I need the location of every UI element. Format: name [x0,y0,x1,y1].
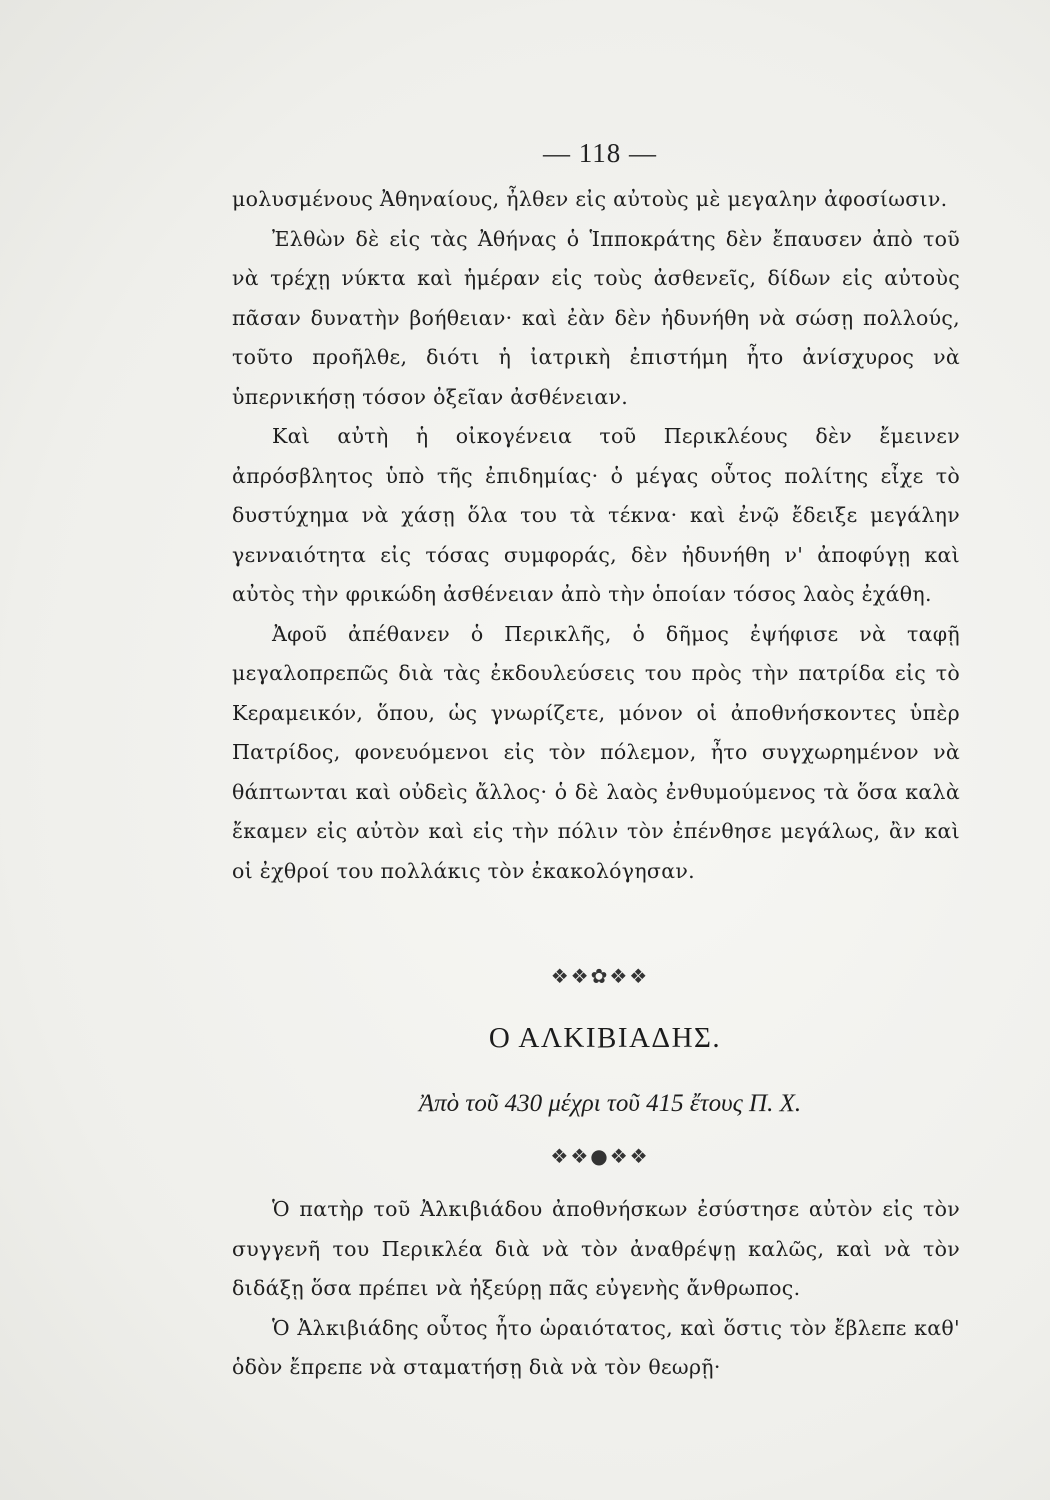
page-number: — 118 — [543,138,657,168]
paragraph-hippocrates: Ἐλθὼν δὲ εἰς τὰς Ἀθήνας ὁ Ἱπποκράτης δὲν ἔπαυσεν ἀπὸ τοῦ νὰ τρέχῃ νύκτα καὶ ἡμέραν εἰς τοὺς ἀσθενεῖς, δίδων εἰς αὐτοὺς πᾶσαν δυνατὴν βοήθειαν· καὶ ἐὰν δὲν ἠδυνήθη νὰ σώσῃ πολλούς, τοῦτο προῆλθε, διότι ἡ ἰατρικὴ ἐπιστήμη ἦτο ἀνίσχυρος νὰ ὑπερνικήσῃ τόσον ὀξεῖαν ἀσθένειαν. [232,226,960,409]
section-title: Ο ΑΛΚΙΒΙΑΔΗΣ. [488,1022,722,1054]
section-subtitle: Ἀπὸ τοῦ 430 μέχρι τοῦ 415 ἔτους Π. Χ. [418,1090,802,1117]
paragraph-pericles-family: Καὶ αὐτὴ ἡ οἰκογένεια τοῦ Περικλέους δὲν ἔμεινεν ἀπρόσβλητος ὑπὸ τῆς ἐπιδημίας· ὁ μέγας οὗτος πολίτης εἶχε τὸ δυστύχημα νὰ χάσῃ ὅλα του τὰ τέκνα· καὶ ἐνῷ ἔδειξε μεγάλην γενναιότητα εἰς τόσας συμφοράς, δὲν ἠδυνήθη ν' ἀποφύγῃ καὶ αὐτὸς τὴν φρικώδη ἀσθένειαν ἀπὸ τὴν ὁποίαν τόσος λαὸς ἐχάθη. [232,424,960,606]
ornament-divider-top: ❖❖✿❖❖ [550,964,650,988]
paragraph-alcibiades-father: Ὁ πατὴρ τοῦ Ἀλκιβιάδου ἀποθνήσκων ἐσύστησε αὐτὸν εἰς τὸν συγγενῆ του Περικλέα διὰ νὰ τὸν ἀναθρέψῃ καλῶς, καὶ νὰ τὸν διδάξῃ ὅσα πρέπει νὰ ἠξεύρῃ πᾶς εὐγενὴς ἄνθρωπος. [232,1197,960,1300]
main-text-bottom [232,1190,960,1388]
paragraph-pericles-burial: Ἀφοῦ ἀπέθανεν ὁ Περικλῆς, ὁ δῆμος ἐψήφισε νὰ ταφῇ μεγαλοπρεπῶς διὰ τὰς ἐκδουλεύσεις του πρὸς τὴν πατρίδα εἰς τὸ Κεραμεικόν, ὅπου, ὡς γνωρίζετε, μόνον οἱ ἀποθνήσκοντες ὑπὲρ Πατρίδος, φονευόμενοι εἰς τὸν πόλεμον, ἦτο συγχωρημένον νὰ θάπτωνται καὶ οὐδεὶς ἄλλος· ὁ δὲ λαὸς ἐνθυμούμενος τὰ ὅσα καλὰ ἔκαμεν εἰς αὐτὸν καὶ εἰς τὴν πόλιν τὸν ἐπένθησε μεγάλως, ἂν καὶ οἱ ἐχθροί του πολλάκις τὸν ἐκακολόγησαν. [232,621,960,883]
paragraph-continuation: μολυσμένους Ἀθηναίους, ἦλθεν εἰς αὐτοὺς μὲ μεγαλην ἀφοσίωσιν. [232,187,948,211]
ornament-divider-bottom: ❖❖●❖❖ [550,1144,650,1168]
main-text-top [232,180,960,891]
paragraph-alcibiades-beauty: Ὁ Ἀλκιβιάδης οὗτος ἦτο ὡραιότατος, καὶ ὅστις τὸν ἔβλεπε καθ' ὁδὸν ἔπρεπε νὰ σταματήσῃ διὰ νὰ τὸν θεωρῇ· [232,1315,960,1379]
